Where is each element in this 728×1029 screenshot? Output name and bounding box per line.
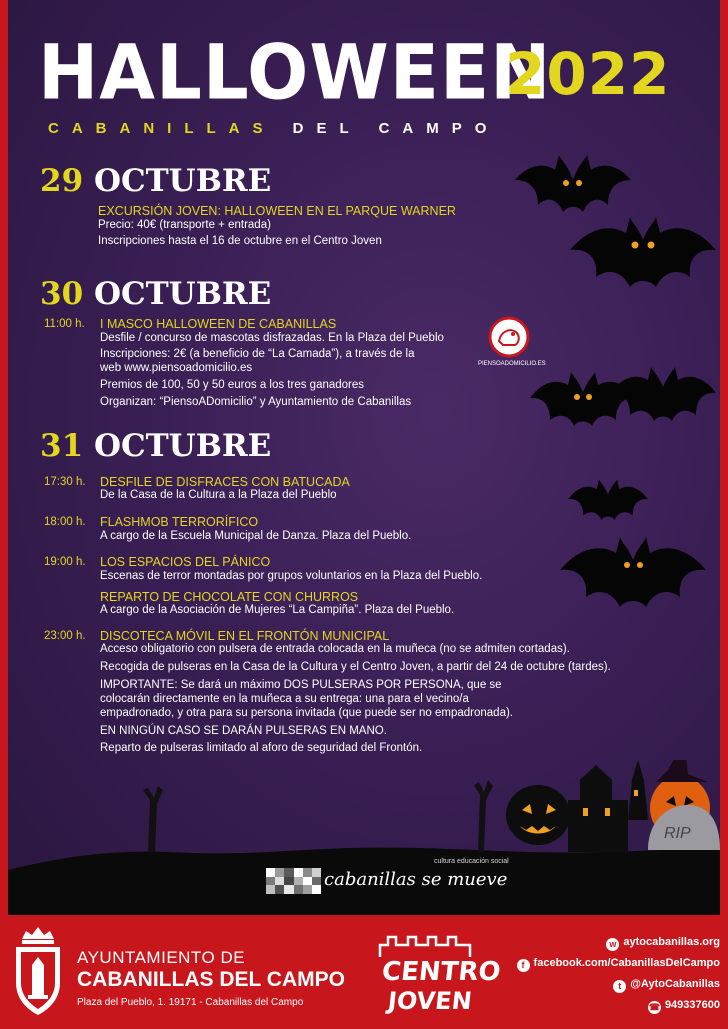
day-29-price: Precio: 40€ (transporte + entrada) — [98, 219, 271, 231]
event-heading: LOS ESPACIOS DEL PÁNICO — [100, 555, 271, 569]
day-30-organizers: Organizan: “PiensoADomicilio” y Ayuntamiento de Cabanillas — [100, 396, 412, 408]
poster-main-area — [8, 0, 720, 915]
day-29-event-heading: EXCURSIÓN JOVEN: HALLOWEEN EN EL PARQUE WARNER — [98, 204, 456, 218]
day-31-number: 31 — [40, 428, 84, 464]
event-description: EN NINGÚN CASO SE DARÁN PULSERAS EN MANO. — [100, 725, 387, 737]
poster-title: HALLOWEEN — [38, 27, 552, 117]
centro-joven-text-2: JOVEN — [386, 987, 474, 1015]
event-description: Reparto de pulseras limitado al aforo de seguridad del Frontón. — [100, 742, 423, 754]
bat-icon — [558, 535, 708, 630]
day-30-event-heading: I MASCO HALLOWEEN DE CABANILLAS — [100, 317, 337, 331]
graveyard-silhouette — [8, 760, 720, 915]
day-31-month: OCTUBRE — [93, 428, 272, 464]
event-heading: DESFILE DE DISFRACES CON BATUCADA — [100, 475, 350, 489]
day-30-month: OCTUBRE — [93, 276, 272, 312]
pienso-logo-text: PIENSOADOMICILIO.ES — [478, 361, 546, 367]
pixel-logo-icon — [266, 868, 321, 894]
ayuntamiento-line-1: AYUNTAMIENTO DE — [77, 948, 246, 967]
event-heading: FLASHMOB TERRORÍFICO — [100, 515, 259, 529]
pienso-logo — [478, 315, 546, 373]
day-30-web: web www.piensoadomicilio.es — [100, 362, 253, 374]
event-time: 23:00 h. — [44, 630, 86, 642]
twitter-icon: t — [613, 980, 626, 993]
day-29-month: OCTUBRE — [93, 163, 272, 199]
day-30-description: Desfile / concurso de mascotas disfrazadas. En la Plaza del Pueblo — [100, 332, 444, 344]
day-30-heading — [40, 276, 271, 312]
contact-phone[interactable] — [648, 999, 720, 1014]
contact-facebook[interactable] — [517, 957, 720, 972]
ayuntamiento-line-2: CABANILLAS DEL CAMPO — [77, 968, 345, 991]
day-30-time: 11:00 h. — [44, 318, 85, 330]
phone-icon: ☎ — [648, 1002, 661, 1012]
event-time: 19:00 h. — [44, 556, 86, 568]
event-description: A cargo de la Asociación de Mujeres “La Campiña”. Plaza del Pueblo. — [100, 604, 455, 616]
contact-twitter-text: @AytoCabanillas — [630, 978, 720, 990]
day-31-heading — [40, 428, 271, 464]
coat-of-arms-icon — [12, 925, 64, 1017]
event-description: Escenas de terror montadas por grupos voluntarios en la Plaza del Pueblo. — [100, 570, 483, 582]
day-30-number: 30 — [40, 276, 84, 312]
event-description: empadronado, y otra para su persona invitada (que puede ser no empadronada). — [100, 707, 513, 719]
day-30-inscriptions: Inscripciones: 2€ (a beneficio de “La Camada”), a través de la — [100, 348, 415, 360]
bat-icon — [608, 365, 718, 450]
facebook-icon: f — [517, 959, 530, 972]
event-heading: REPARTO DE CHOCOLATE CON CHURROS — [100, 590, 359, 604]
contact-web[interactable] — [606, 936, 720, 951]
poster-subtitle — [48, 120, 708, 137]
event-time: 17:30 h. — [44, 476, 86, 488]
event-time: 18:00 h. — [44, 516, 86, 528]
event-description: A cargo de la Escuela Municipal de Danza. Plaza del Pueblo. — [100, 530, 412, 542]
event-description: Acceso obligatorio con pulsera de entrada colocada en la muñeca (no se admiten cortadas). — [100, 643, 570, 655]
contact-facebook-text: facebook.com/CabanillasDelCampo — [533, 957, 720, 969]
cm-text: cabanillas se mueve — [324, 869, 508, 890]
www-icon: w — [606, 938, 619, 951]
subtitle-del-campo: DEL CAMPO — [292, 120, 500, 137]
contact-web-text: aytocabanillas.org — [623, 936, 720, 948]
centro-joven-logo — [378, 935, 503, 1017]
contact-twitter[interactable] — [613, 978, 720, 993]
centro-joven-text-1: CENTRO — [380, 957, 503, 987]
event-description: Recogida de pulseras en la Casa de la Cultura y el Centro Joven, a partir del 24 de octubre (tardes). — [100, 661, 611, 673]
poster-year: 2022 — [505, 40, 671, 108]
day-29-registration: Inscripciones hasta el 16 de octubre en el Centro Joven — [98, 235, 382, 247]
rip-text: RIP — [664, 825, 691, 842]
day-29-heading — [40, 163, 271, 199]
day-29-number: 29 — [40, 163, 84, 199]
event-heading: DISCOTECA MÓVIL EN EL FRONTÓN MUNICIPAL — [100, 629, 390, 643]
subtitle-cabanillas: CABANILLAS — [48, 120, 276, 137]
bat-icon — [563, 478, 653, 538]
bat-icon — [568, 215, 718, 310]
ayuntamiento-address: Plaza del Pueblo, 1. 19171 - Cabanillas del Campo — [77, 997, 304, 1008]
contact-phone-text: 949337600 — [664, 999, 720, 1011]
day-30-prizes: Premios de 100, 50 y 50 euros a los tres ganadores — [100, 379, 365, 391]
cm-tagline: cultura educación social — [434, 858, 509, 865]
event-description: IMPORTANTE: Se dará un máximo DOS PULSERAS POR PERSONA, que se — [100, 679, 502, 691]
event-description: colocarán directamente en la muñeca a su entrega: una para el vecino/a — [100, 693, 469, 705]
event-description: De la Casa de la Cultura a la Plaza del Pueblo — [100, 489, 337, 501]
